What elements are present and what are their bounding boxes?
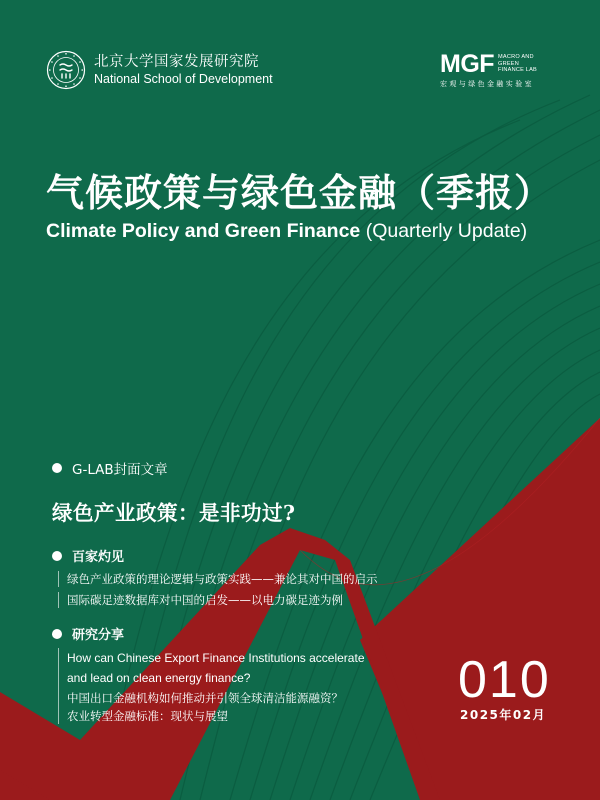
pku-seal-icon xyxy=(46,50,86,90)
section-research-label: 研究分享 xyxy=(72,628,125,643)
section-research xyxy=(52,624,124,643)
issue-number: 010 xyxy=(458,651,551,709)
article-item: 农业转型金融标准：现状与展望 xyxy=(58,708,228,724)
mgf-logo: MGF xyxy=(440,50,495,78)
article-title-en-line1: How can Chinese Export Finance Institutions accelerate xyxy=(67,651,365,665)
section-baijia xyxy=(52,546,124,565)
issue-date: 2025年02月 xyxy=(460,708,547,722)
lab-name-cn: 宏观与绿色金融实验室 xyxy=(440,80,534,88)
section-glab xyxy=(52,458,168,478)
report-title-cn: 气候政策与绿色金融（季报） xyxy=(46,171,554,215)
section-glab-label: G-LAB封面文章 xyxy=(72,462,168,478)
org-header xyxy=(46,50,273,90)
article-item: 绿色产业政策的理论逻辑与政策实践——兼论其对中国的启示 xyxy=(58,571,378,587)
report-title-en-light: (Quarterly Update) xyxy=(360,220,528,242)
article-title-cn: 中国出口金融机构如何推动并引领全球清洁能源融资？ xyxy=(67,691,343,705)
bullet-dot xyxy=(52,551,62,561)
cover-headline: 绿色产业政策：是非功过? xyxy=(52,501,296,525)
lab-name-en: MACRO AND GREEN FINANCE LAB xyxy=(498,53,537,74)
article-title-en-line2: and lead on clean energy finance? xyxy=(67,671,251,685)
bullet-dot xyxy=(52,463,62,473)
report-title-en xyxy=(46,220,527,243)
org-name-cn: 北京大学国家发展研究院 xyxy=(94,54,259,70)
org-name-en: National School of Development xyxy=(94,72,273,86)
section-baijia-label: 百家灼见 xyxy=(72,550,125,565)
bullet-dot xyxy=(52,629,62,639)
report-title-en-bold: Climate Policy and Green Finance xyxy=(46,220,361,242)
article-item xyxy=(58,648,365,708)
article-item: 国际碳足迹数据库对中国的启发——以电力碳足迹为例 xyxy=(58,592,343,608)
lab-header xyxy=(440,52,537,89)
